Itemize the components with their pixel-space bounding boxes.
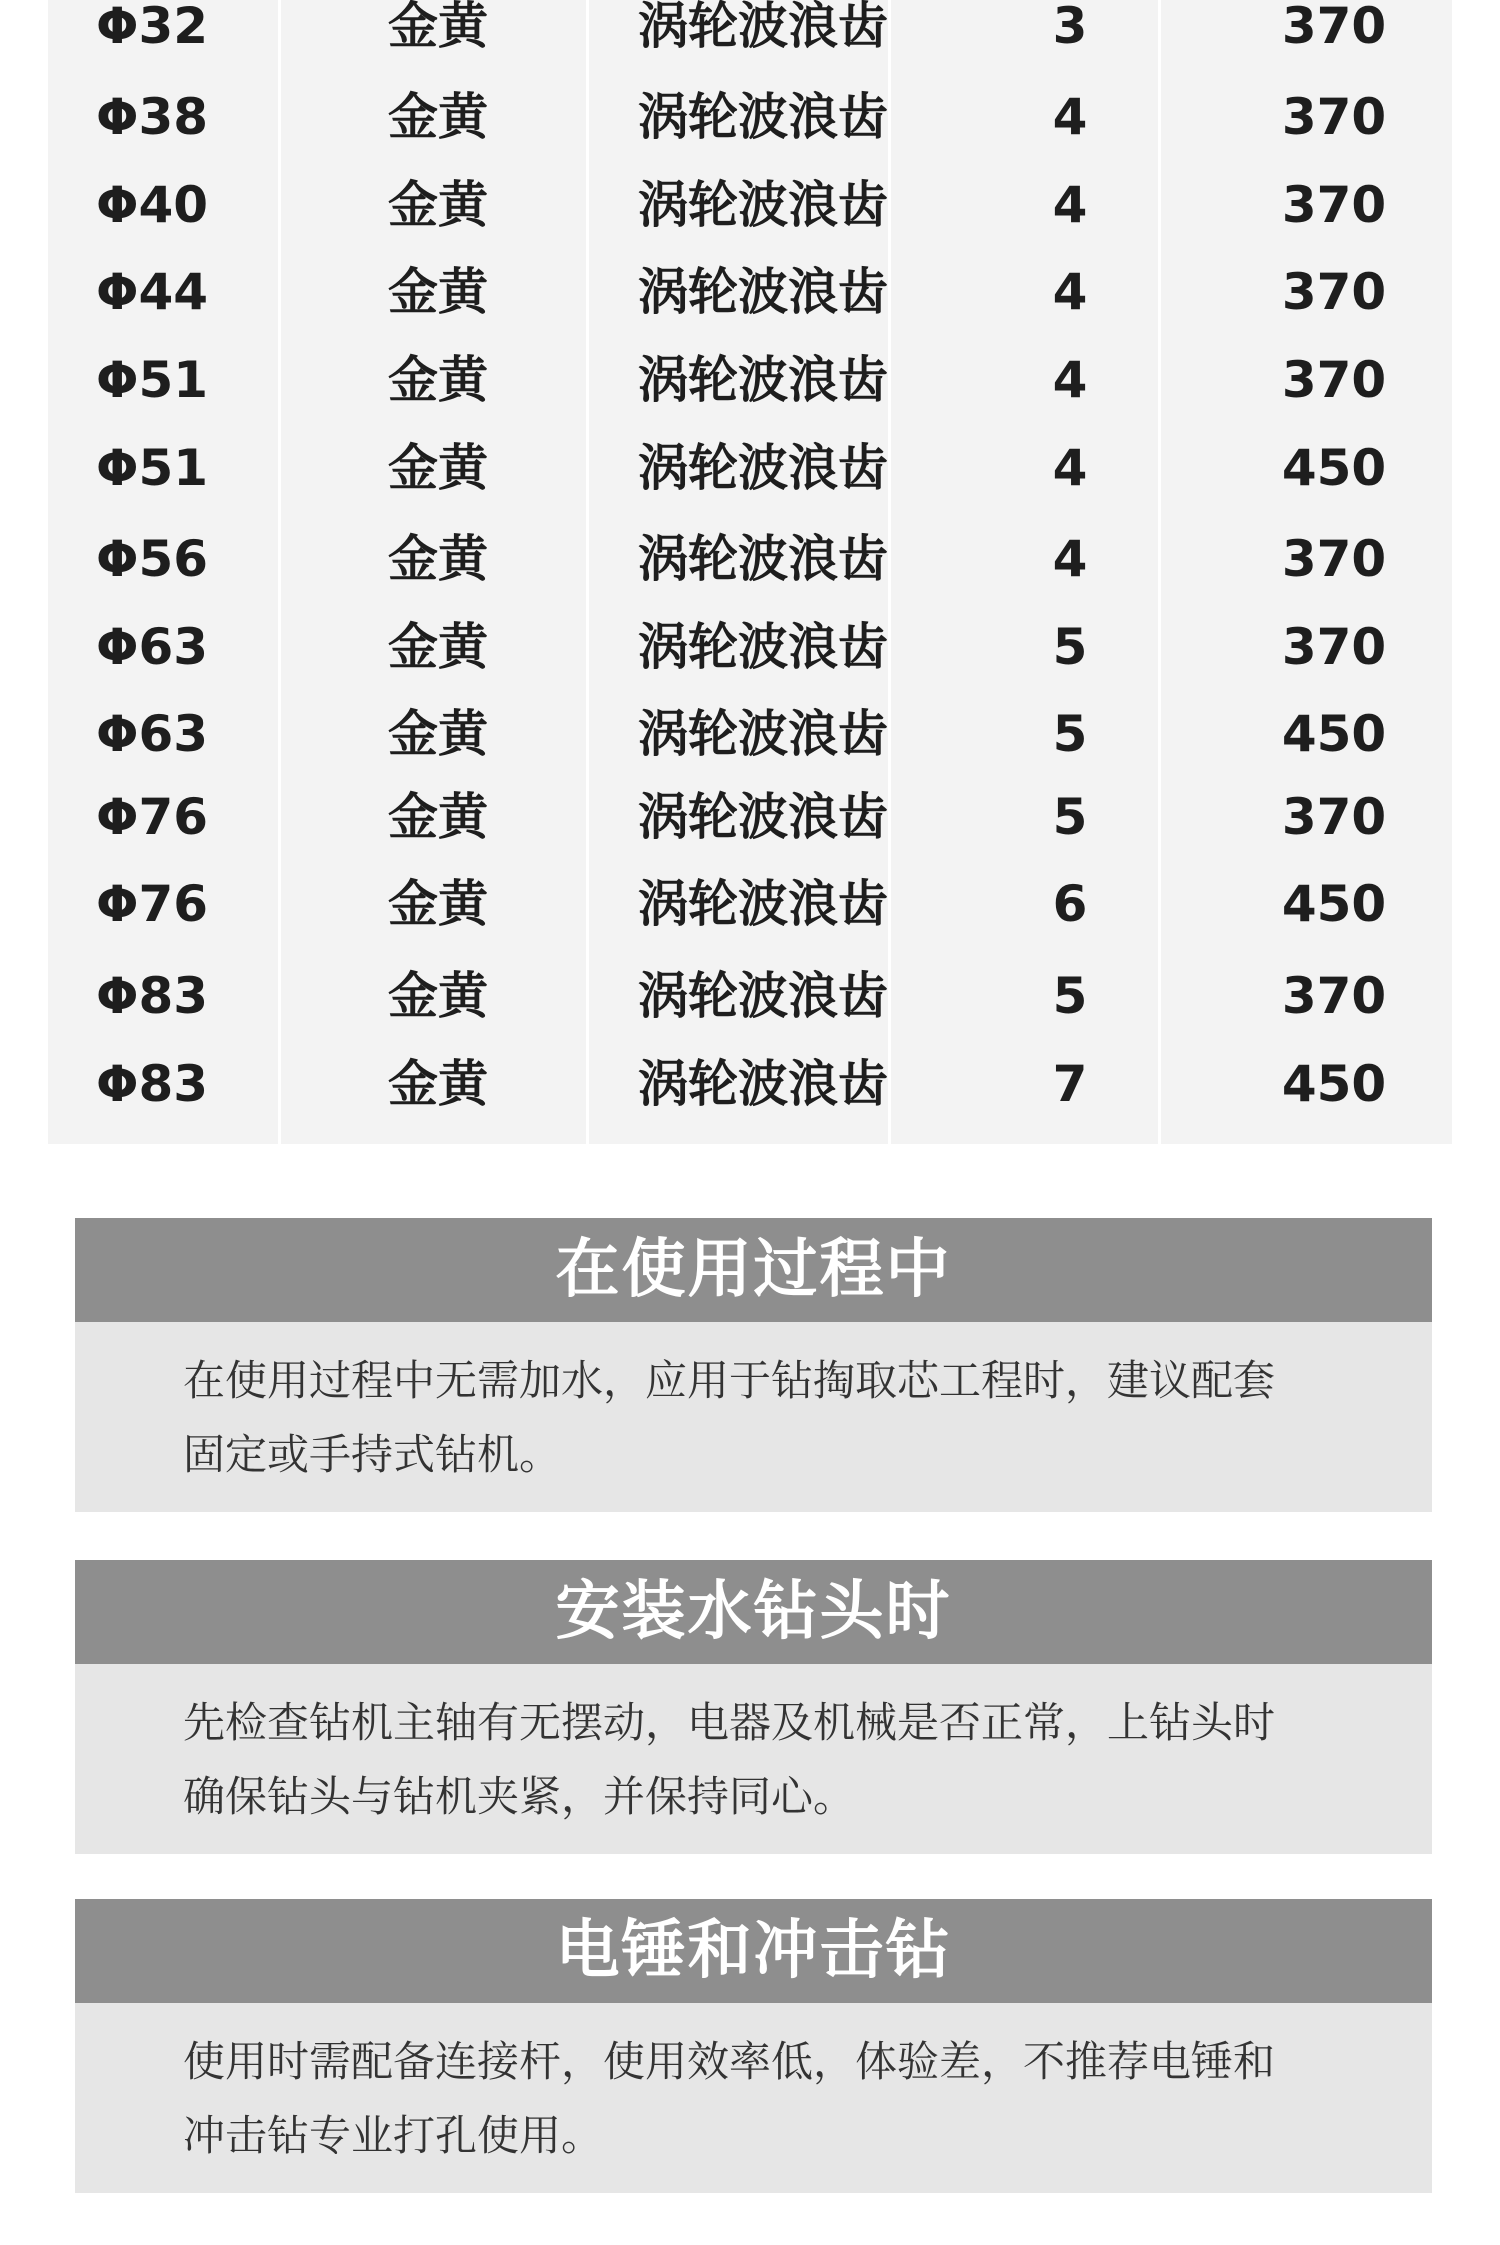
length-cell: 370 <box>1281 0 1387 55</box>
diameter-cell: Φ76 <box>96 788 209 846</box>
teeth-type-cell: 涡轮波浪齿 <box>638 788 888 846</box>
color-cell: 金黄 <box>388 0 488 55</box>
tooth-count-cell: 5 <box>1052 967 1088 1025</box>
card-body <box>183 1344 1383 1492</box>
teeth-type-cell: 涡轮波浪齿 <box>638 618 888 676</box>
color-cell: 金黄 <box>388 875 488 933</box>
teeth-type-cell: 涡轮波浪齿 <box>638 967 888 1025</box>
length-cell: 370 <box>1281 530 1387 588</box>
teeth-type-cell: 涡轮波浪齿 <box>638 705 888 763</box>
tooth-count-cell: 4 <box>1052 263 1088 321</box>
spec-table <box>48 0 1452 1144</box>
color-cell: 金黄 <box>388 705 488 763</box>
card-title: 安装水钻头时 <box>75 1560 1432 1664</box>
table-row <box>48 165 1452 245</box>
length-cell: 370 <box>1281 788 1387 846</box>
color-cell: 金黄 <box>388 176 488 234</box>
tooth-count-cell: 7 <box>1052 1055 1088 1113</box>
diameter-cell: Φ38 <box>96 88 209 146</box>
table-row <box>48 956 1452 1036</box>
teeth-type-cell: 涡轮波浪齿 <box>638 439 888 497</box>
color-cell: 金黄 <box>388 263 488 321</box>
color-cell: 金黄 <box>388 1055 488 1113</box>
color-cell: 金黄 <box>388 967 488 1025</box>
diameter-cell: Φ63 <box>96 705 209 763</box>
diameter-cell: Φ44 <box>96 263 209 321</box>
card-text-line: 冲击钻专业打孔使用。 <box>183 2111 604 2160</box>
tooth-count-cell: 4 <box>1052 176 1088 234</box>
installation-notes-card <box>75 1560 1432 1854</box>
length-cell: 450 <box>1281 705 1387 763</box>
diameter-cell: Φ83 <box>96 967 209 1025</box>
length-cell: 370 <box>1281 88 1387 146</box>
teeth-type-cell: 涡轮波浪齿 <box>638 875 888 933</box>
teeth-type-cell: 涡轮波浪齿 <box>638 88 888 146</box>
card-title: 电锤和冲击钻 <box>75 1899 1432 2003</box>
tooth-count-cell: 6 <box>1052 875 1088 933</box>
table-row <box>48 252 1452 332</box>
teeth-type-cell: 涡轮波浪齿 <box>638 263 888 321</box>
color-cell: 金黄 <box>388 88 488 146</box>
diameter-cell: Φ76 <box>96 875 209 933</box>
color-cell: 金黄 <box>388 788 488 846</box>
teeth-type-cell: 涡轮波浪齿 <box>638 530 888 588</box>
table-row <box>48 0 1452 66</box>
diameter-cell: Φ51 <box>96 351 209 409</box>
tooth-count-cell: 4 <box>1052 88 1088 146</box>
table-row <box>48 519 1452 599</box>
color-cell: 金黄 <box>388 618 488 676</box>
length-cell: 370 <box>1281 618 1387 676</box>
card-body <box>183 1686 1383 1834</box>
table-row <box>48 428 1452 508</box>
length-cell: 370 <box>1281 176 1387 234</box>
length-cell: 450 <box>1281 875 1387 933</box>
table-row <box>48 77 1452 157</box>
length-cell: 370 <box>1281 351 1387 409</box>
color-cell: 金黄 <box>388 530 488 588</box>
table-row <box>48 864 1452 944</box>
length-cell: 450 <box>1281 1055 1387 1113</box>
card-body <box>183 2025 1383 2173</box>
diameter-cell: Φ63 <box>96 618 209 676</box>
table-row <box>48 607 1452 687</box>
diameter-cell: Φ56 <box>96 530 209 588</box>
teeth-type-cell: 涡轮波浪齿 <box>638 176 888 234</box>
hammer-drill-notes-card <box>75 1899 1432 2193</box>
diameter-cell: Φ32 <box>96 0 209 55</box>
usage-notes-card <box>75 1218 1432 1512</box>
length-cell: 370 <box>1281 967 1387 1025</box>
tooth-count-cell: 5 <box>1052 618 1088 676</box>
tooth-count-cell: 4 <box>1052 351 1088 409</box>
diameter-cell: Φ51 <box>96 439 209 497</box>
card-title: 在使用过程中 <box>75 1218 1432 1322</box>
diameter-cell: Φ40 <box>96 176 209 234</box>
card-text-line: 在使用过程中无需加水，应用于钻掏取芯工程时，建议配套 <box>183 1356 1276 1405</box>
color-cell: 金黄 <box>388 351 488 409</box>
tooth-count-cell: 4 <box>1052 530 1088 588</box>
card-text-line: 固定或手持式钻机。 <box>183 1430 562 1479</box>
table-row <box>48 777 1452 857</box>
tooth-count-cell: 5 <box>1052 788 1088 846</box>
tooth-count-cell: 4 <box>1052 439 1088 497</box>
length-cell: 450 <box>1281 439 1387 497</box>
teeth-type-cell: 涡轮波浪齿 <box>638 1055 888 1113</box>
table-row <box>48 1044 1452 1124</box>
card-text-line: 先检查钻机主轴有无摆动，电器及机械是否正常，上钻头时 <box>183 1698 1276 1747</box>
length-cell: 370 <box>1281 263 1387 321</box>
tooth-count-cell: 5 <box>1052 705 1088 763</box>
card-text-line: 使用时需配备连接杆，使用效率低，体验差，不推荐电锤和 <box>183 2037 1276 2086</box>
tooth-count-cell: 3 <box>1052 0 1088 55</box>
teeth-type-cell: 涡轮波浪齿 <box>638 0 888 55</box>
table-row <box>48 340 1452 420</box>
table-row <box>48 694 1452 774</box>
color-cell: 金黄 <box>388 439 488 497</box>
diameter-cell: Φ83 <box>96 1055 209 1113</box>
teeth-type-cell: 涡轮波浪齿 <box>638 351 888 409</box>
card-text-line: 确保钻头与钻机夹紧，并保持同心。 <box>183 1772 856 1821</box>
